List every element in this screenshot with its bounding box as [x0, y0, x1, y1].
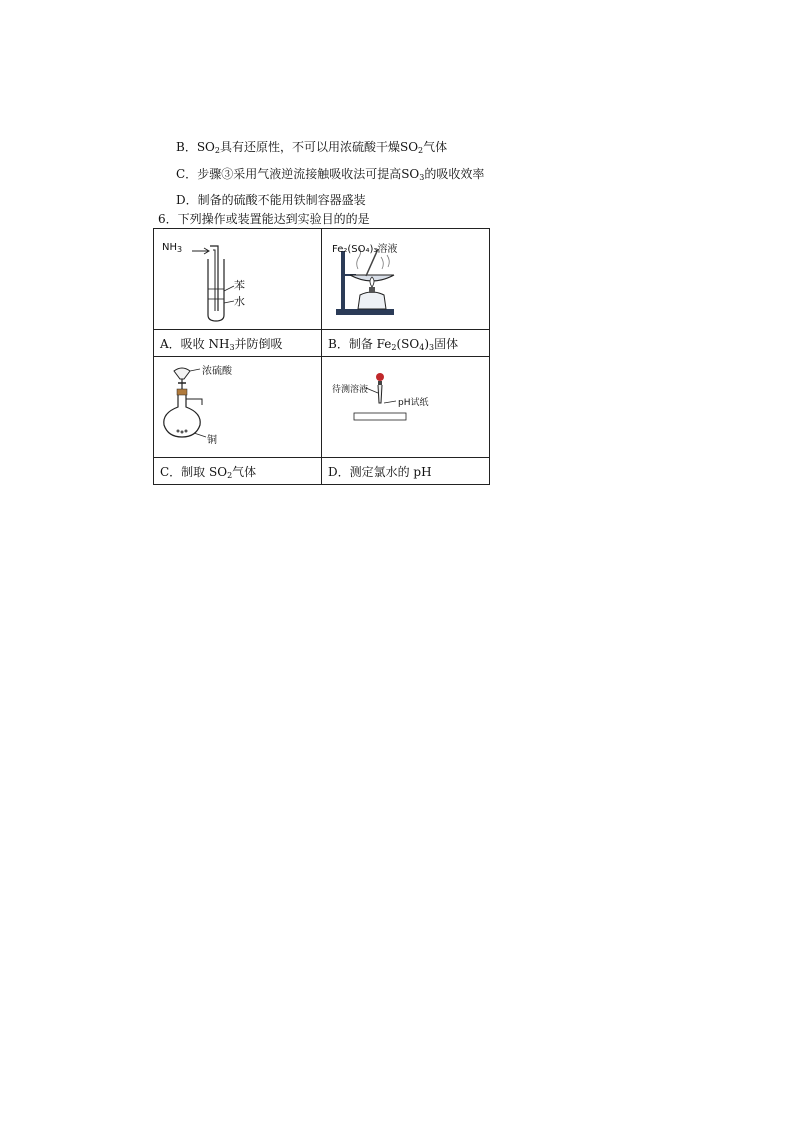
figure-a-cell: [154, 229, 322, 330]
caption-b: B．制备 $Fe_2(SO_4)_3$固体: [322, 330, 490, 357]
caption-d: D．测定氯水的 pH: [322, 458, 490, 485]
nh3-label: $NH_3$: [162, 242, 183, 254]
option-b: B．$SO_2$具有还原性，不可以用浓硫酸干燥$SO_2$气体: [176, 140, 448, 155]
conc-sulfuric-acid-label: 浓硫酸: [202, 366, 232, 377]
figure-b-cell: [322, 229, 490, 330]
apparatus-table: [153, 228, 490, 485]
test-solution-label: 待测溶液: [332, 385, 369, 395]
figure-d-cell: [322, 357, 490, 458]
ph-paper-label: pH试纸: [398, 398, 429, 408]
copper-label: 铜: [207, 435, 217, 446]
benzene-label: 苯: [234, 279, 245, 292]
caption-a: A．吸收 $NH_3$并防倒吸: [154, 330, 322, 357]
so2-generation-apparatus: [154, 357, 319, 447]
option-c: C．步骤③采用气液逆流接触吸收法可提高$SO_3$的吸收效率: [176, 167, 485, 182]
option-d: D．制备的硫酸不能用铁制容器盛装: [176, 193, 366, 207]
water-label: 水: [234, 295, 245, 308]
caption-c: C．制取 $SO_2$气体: [154, 458, 322, 485]
fe2so43-solution-label: Fe₂(SO₄)₃溶液: [332, 244, 398, 255]
question-6-stem: 6．下列操作或装置能达到实验目的的是: [158, 212, 370, 226]
figure-c-cell: [154, 357, 322, 458]
